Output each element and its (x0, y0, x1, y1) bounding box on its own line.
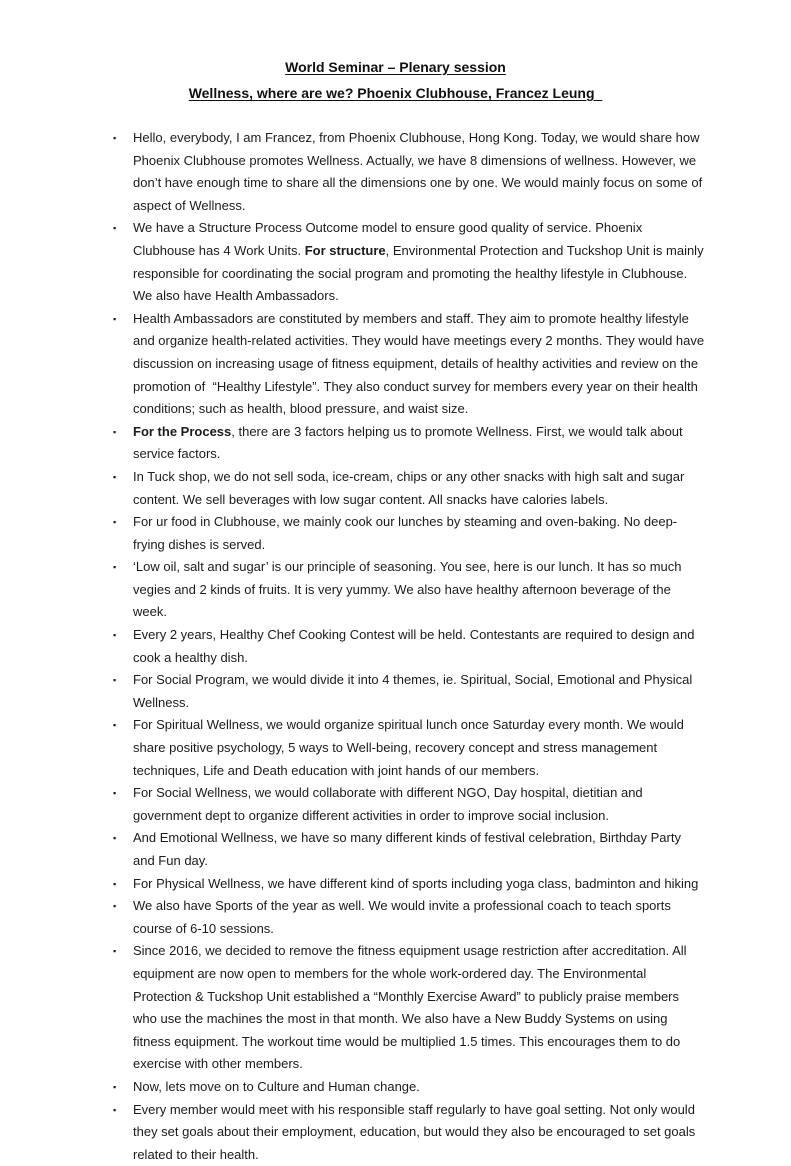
bullet-text: , Environmental Protection and Tuckshop Unit is mainly responsible for coordinating the social program and promoting the healthy lifestyle in Clubhouse. We also have Health Ambassadors. (133, 242, 704, 304)
bullet-text: For ur food in Clubhouse, we mainly cook our lunches by steaming and oven-baking. No deep-frying dishes is served. (133, 514, 678, 552)
bullet-text: And Emotional Wellness, we have so many different kinds of festival celebration, Birthday Party and Fun day. (133, 830, 681, 868)
bullet-item (112, 895, 706, 940)
document-header (0, 54, 791, 106)
bullet-text: , there are 3 factors helping us to promote Wellness. First, we would talk about service factors. (133, 423, 683, 462)
bullet-item (112, 940, 706, 1076)
bullet-item (112, 873, 706, 896)
bullet-text-bold: For structure (304, 242, 386, 258)
bullet-item (112, 782, 706, 827)
bullet-text: Now, lets move on to Culture and Human change. (133, 1078, 420, 1094)
bullet-item (112, 556, 706, 624)
bullet-item (112, 466, 706, 511)
bullet-text: For Social Program, we would divide it into 4 themes, ie. Spiritual, Social, Emotional and Physical Wellness. (133, 672, 693, 710)
bullet-text: Hello, everybody, I am Francez, from Phoenix Clubhouse, Hong Kong. Today, we would share how Phoenix Clubhouse promotes Wellness. Actually, we have 8 dimensions of wellness. However, we don’t have enough time to share all the dimensions one by one. We would mainly focus on some of aspect of Wellness. (133, 130, 703, 213)
bullet-item (112, 217, 706, 307)
bullet-item (112, 127, 706, 217)
document-title (0, 54, 791, 80)
document-subtitle-text: Wellness, where are we? Phoenix Clubhouse, Francez Leung (188, 85, 603, 101)
document-subtitle (0, 80, 791, 106)
bullet-text: For Physical Wellness, we have different kind of sports including yoga class, badminton and hiking (133, 875, 699, 891)
document-title-text: World Seminar – Plenary session (285, 59, 506, 75)
bullet-item (112, 1076, 706, 1099)
bullet-item (112, 624, 706, 669)
bullet-item (112, 714, 706, 782)
bullet-text: We also have Sports of the year as well. We would invite a professional coach to teach sports course of 6-10 sessions. (133, 898, 671, 936)
bullet-item (112, 1099, 706, 1166)
bullet-item (112, 421, 706, 466)
bullet-text: We have a Structure Process Outcome model to ensure good quality of service. Phoenix Clubhouse has 4 Work Units. (133, 220, 643, 258)
bullet-text: For Spiritual Wellness, we would organize spiritual lunch once Saturday every month. We would share positive psychology, 5 ways to Well-being, recovery concept and stress management techniques, Life and Death education with joint hands of our members. (133, 717, 684, 778)
bullet-item (112, 669, 706, 714)
bullet-text-bold: For the Process (133, 423, 232, 439)
bullet-text: Health Ambassadors are constituted by members and staff. They aim to promote healthy lifestyle and organize health-related activities. They would have meetings every 2 months. They would have discussion on increasing usage of fitness equipment, details of healthy activities and review on the promotion of “Healthy Lifestyle”. They also conduct survey for members every year on their health conditions; such as health, blood pressure, and waist size. (133, 310, 705, 417)
bullet-text: Every 2 years, Healthy Chef Cooking Contest will be held. Contestants are required to design and cook a healthy dish. (133, 627, 695, 665)
bullet-text: In Tuck shop, we do not sell soda, ice-cream, chips or any other snacks with high salt and sugar content. We sell beverages with low sugar content. All snacks have calories labels. (133, 468, 685, 507)
bullet-item (112, 827, 706, 872)
bullet-text: For Social Wellness, we would collaborate with different NGO, Day hospital, dietitian and government dept to organize different activities in order to improve social inclusion. (133, 785, 643, 823)
bullet-text: Since 2016, we decided to remove the fitness equipment usage restriction after accreditation. All equipment are now open to members for the whole work-ordered day. The Environmental Protection & Tuckshop Unit established a “Monthly Exercise Award” to publicly praise members who use the machines the most in that month. We also have a New Buddy Systems on using fitness equipment. The workout time would be multiplied 1.5 times. This encourages them to do exercise with other members. (133, 943, 687, 1072)
bullet-text: Every member would meet with his responsible staff regularly to have goal setting. Not only would they set goals about their employment, education, but would they also be encouraged to set goals related to their health. (133, 1101, 696, 1162)
document-body (112, 127, 706, 1166)
bullet-text: ‘Low oil, salt and sugar’ is our principle of seasoning. You see, here is our lunch. It has so much vegies and 2 kinds of fruits. It is very yummy. We also have healthy afternoon beverage of the week. (133, 559, 682, 620)
bullet-list (112, 127, 706, 1166)
bullet-item (112, 511, 706, 556)
bullet-item (112, 308, 706, 421)
